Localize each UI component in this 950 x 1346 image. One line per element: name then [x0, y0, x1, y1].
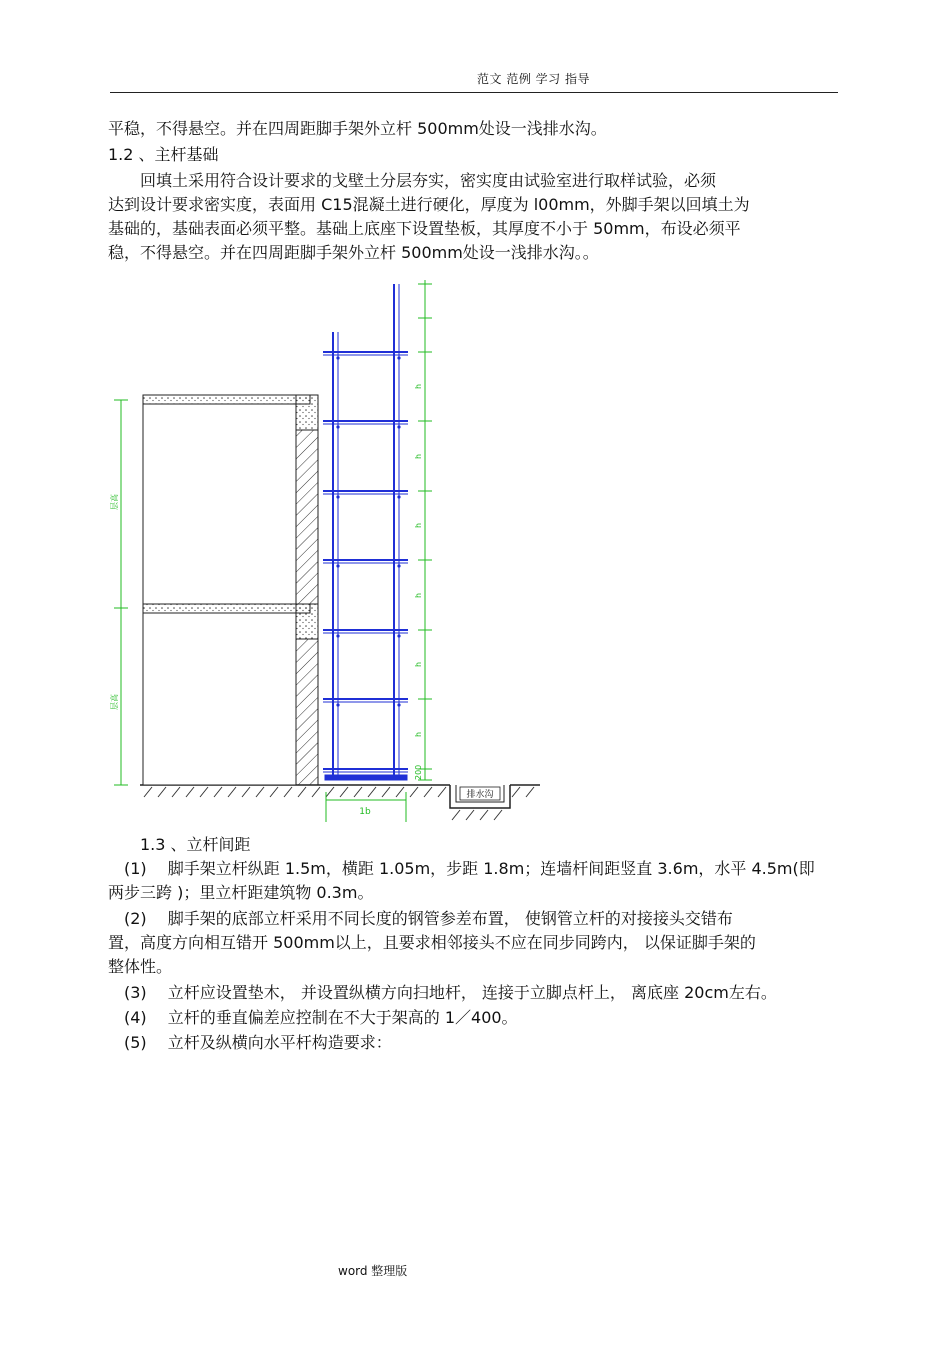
item-2-line-2: 置，高度方向相互错开 500mm以上，且要求相邻接头不应在同步同跨内， 以保证脚手架的	[108, 933, 756, 952]
item-1-line-2: 两步三跨 )；里立杆距建筑物 0.3m。	[108, 883, 374, 902]
ditch-label: 排水沟	[466, 790, 494, 800]
sweep-rod-label: 200	[414, 764, 423, 780]
building	[143, 395, 318, 785]
item-1-line-1: (1) 脚手架立杆纵距 1.5m，横距 1.05m，步距 1.8m；连墙杆间距竖直 3.6m，水平 4.5m(即	[108, 859, 815, 878]
drainage-ditch	[450, 785, 510, 808]
body-line-5: 基础的，基础表面必须平整。基础上底座下设置垫板，其厚度不小于 50mm，布设必须平	[108, 219, 741, 238]
step-label: h	[414, 453, 423, 459]
width-dimension	[326, 792, 406, 822]
step-label: h	[414, 731, 423, 737]
section-heading-1-2: 1.2 、主杆基础	[108, 145, 219, 164]
scaffold-diagram	[100, 270, 560, 830]
step-labels	[414, 384, 423, 780]
step-label: h	[414, 661, 423, 667]
body-line-4: 达到设计要求密实度，表面用 C15混凝土进行硬化，厚度为 l00mm，外脚手架以回填土为	[108, 195, 750, 214]
floor-label-1: 层高	[110, 494, 119, 510]
item-3-line: (3) 立杆应设置垫木， 并设置纵横方向扫地杆， 连接于立脚点杆上， 离底座 20cm左右。	[108, 983, 777, 1002]
step-label: h	[414, 522, 423, 528]
floor-label-2: 层高	[110, 694, 119, 710]
step-dimension	[418, 280, 432, 780]
section-heading-1-3: 1.3 、立杆间距	[108, 835, 251, 854]
scaffold	[323, 284, 408, 780]
item-4-line: (4) 立杆的垂直偏差应控制在不大于架高的 1／400。	[108, 1008, 518, 1027]
page-header	[110, 68, 838, 93]
scaffold-drawing	[100, 270, 560, 830]
body-line-1: 平稳，不得悬空。并在四周距脚手架外立杆 500mm处设一浅排水沟。	[108, 119, 607, 138]
step-label: h	[414, 383, 423, 389]
floor-height-dimension	[109, 400, 128, 785]
body-line-6: 稳，不得悬空。并在四周距脚手架外立杆 500mm处设一浅排水沟。。	[108, 243, 599, 262]
item-5-line: (5) 立杆及纵横向水平杆构造要求：	[108, 1033, 392, 1052]
body-line-3: 回填土采用符合设计要求的戈壁土分层夯实，密实度由试验室进行取样试验，必须	[108, 171, 717, 190]
width-label: 1b	[359, 807, 371, 817]
header-text: 范文 范例 学习 指导	[477, 72, 590, 86]
item-2-line-1: (2) 脚手架的底部立杆采用不同长度的钢管参差布置， 使钢管立杆的对接接头交错布	[108, 909, 733, 928]
step-label: h	[414, 592, 423, 598]
page-footer: word 整理版	[338, 1264, 408, 1278]
item-2-line-3: 整体性。	[108, 957, 173, 976]
